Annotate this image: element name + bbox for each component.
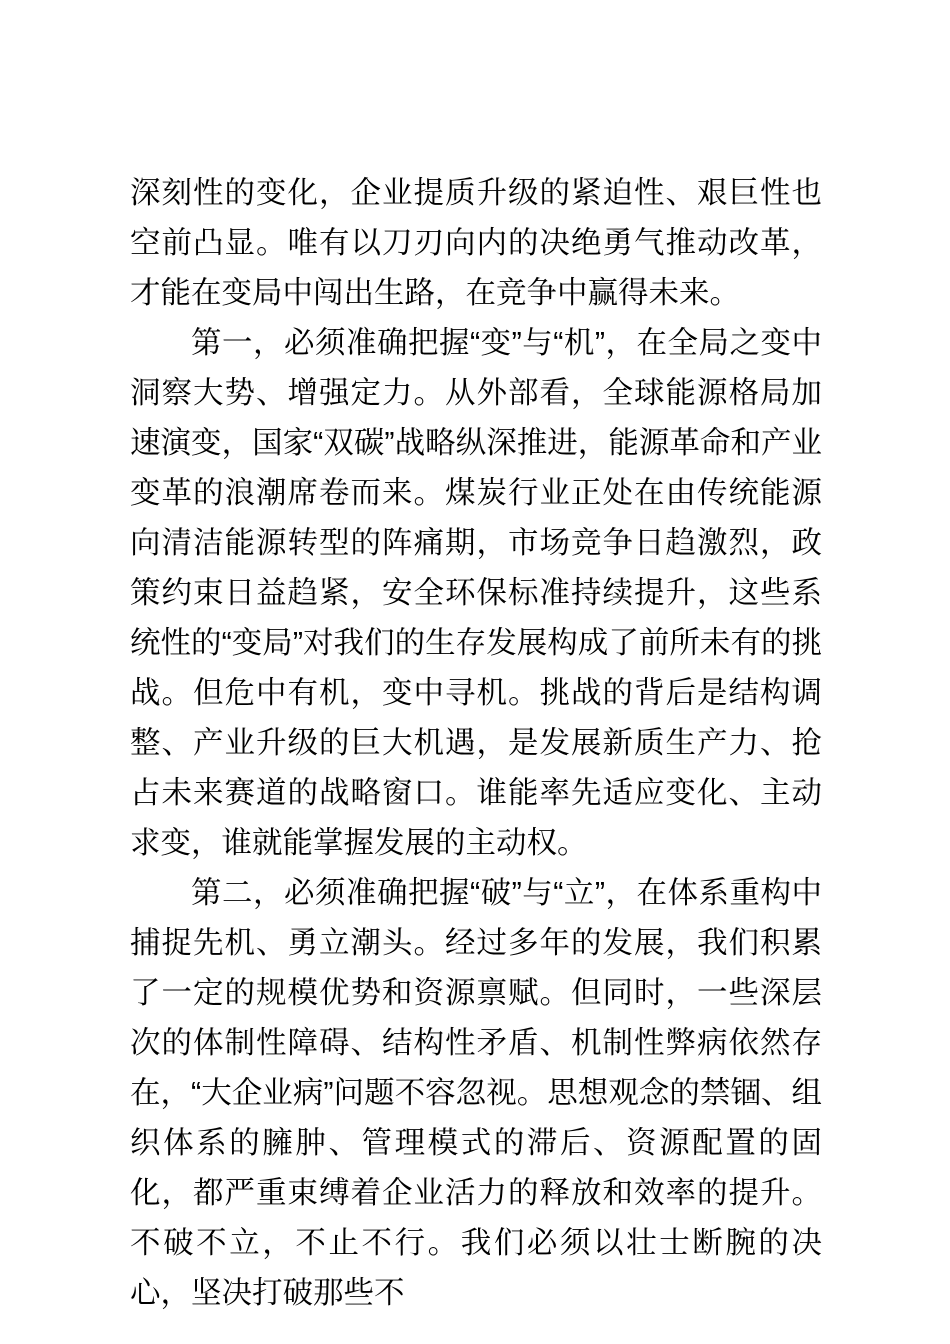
- paragraph-continuation: 深刻性的变化，企业提质升级的紧迫性、艰巨性也空前凸显。唯有以刀刃向内的决绝勇气推动改革，才能在变局中闯出生路，在竞争中赢得未来。: [130, 176, 822, 310]
- paragraph-second-point: 第二，必须准确把握“破”与“立”，在体系重构中捕捉先机、勇立潮头。经过多年的发展，我们积累了一定的规模优势和资源禀赋。但同时，一些深层次的体制性障碍、结构性矛盾、机制性弊病依然存在，“大企业病”问题不容忽视。思想观念的禁锢、组织体系的臃肿、管理模式的滞后、资源配置的固化，都严重束缚着企业活力的释放和效率的提升。不破不立，不止不行。我们必须以壮士断腕的决心，坚决打破那些不: [130, 876, 822, 1310]
- document-text-column: [130, 168, 822, 1318]
- paragraph-first-point: 第一，必须准确把握“变”与“机”，在全局之变中洞察大势、增强定力。从外部看，全球能源格局加速演变，国家“双碳”战略纵深推进，能源革命和产业变革的浪潮席卷而来。煤炭行业正处在由传统能源向清洁能源转型的阵痛期，市场竞争日趋激烈，政策约束日益趋紧，安全环保标准持续提升，这些系统性的“变局”对我们的生存发展构成了前所未有的挑战。但危中有机，变中寻机。挑战的背后是结构调整、产业升级的巨大机遇，是发展新质生产力、抢占未来赛道的战略窗口。谁能率先适应变化、主动求变，谁就能掌握发展的主动权。: [130, 326, 822, 860]
